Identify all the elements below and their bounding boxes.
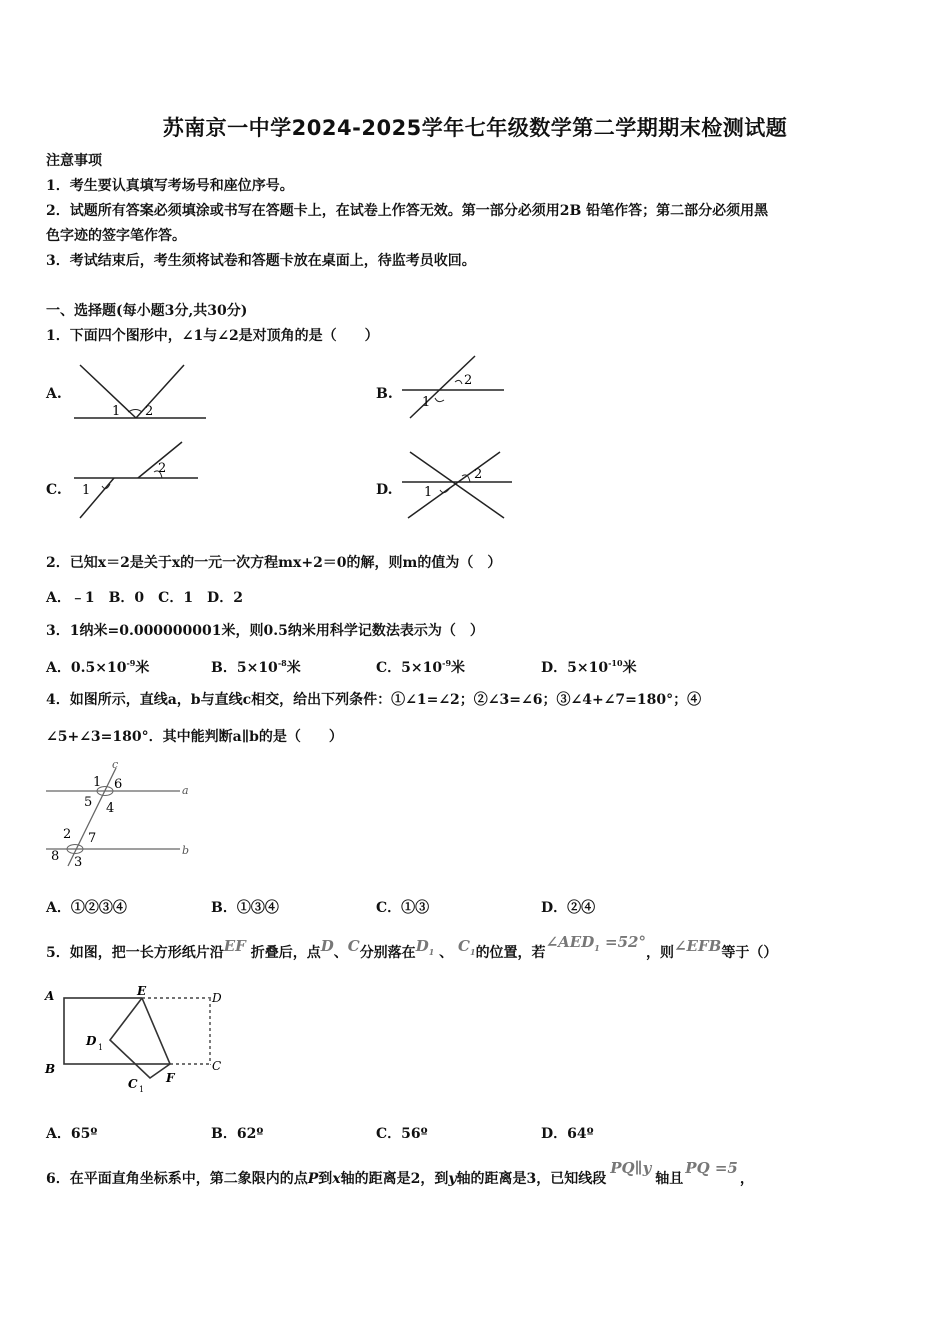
svg-text:1: 1	[424, 485, 433, 500]
svg-text:6: 6	[114, 777, 123, 792]
q3-option-c: C．$5\times 10^{-9}$米	[376, 658, 466, 676]
svg-text:A: A	[45, 989, 55, 1003]
q4-stem-line2: ∠5+∠3=180°．其中能判断a∥b的是（ ）	[46, 729, 343, 745]
svg-text:5: 5	[84, 795, 93, 810]
q2-options: A．﹣1 B．0 C．1 D．2	[46, 590, 243, 606]
q4-option-b: B．①③④	[211, 900, 279, 916]
svg-text:E: E	[137, 984, 147, 998]
svg-text:2: 2	[158, 461, 167, 476]
q1-option-a-label: A.	[46, 386, 62, 402]
svg-text:2: 2	[63, 827, 72, 842]
q5-option-c: C．56º	[376, 1126, 428, 1142]
q5-ef: EF	[223, 937, 246, 955]
notice-heading: 注意事项	[46, 153, 102, 169]
svg-text:1: 1	[139, 1085, 145, 1094]
notice-item-2-cont: 色字迹的签字笔作答。	[46, 228, 186, 244]
q1-figure-a	[70, 355, 210, 425]
section-heading: 一、选择题(每小题3分,共30分)	[46, 303, 248, 319]
svg-text:8: 8	[51, 849, 60, 864]
q3-option-b: B．$5\times 10^{-8}$米	[211, 658, 301, 676]
notice-item-3: 3．考试结束后，考生须将试卷和答题卡放在桌面上，待监考员收回。	[46, 253, 476, 269]
q4-figure	[44, 756, 194, 868]
q1-figure-c	[70, 438, 205, 524]
svg-text:1: 1	[422, 395, 431, 410]
svg-text:2: 2	[474, 467, 483, 482]
svg-text:D: D	[86, 1034, 97, 1048]
svg-text:D: D	[212, 991, 222, 1005]
svg-text:C: C	[212, 1059, 222, 1073]
svg-text:a: a	[182, 784, 189, 797]
page-title: 苏南京一中学2024-2025学年七年级数学第二学期期末检测试题	[162, 116, 788, 140]
svg-text:B: B	[45, 1062, 56, 1076]
q1-option-b-label: B.	[376, 386, 393, 402]
q3-option-d: D．$5\times 10^{-10}$米	[541, 658, 637, 676]
q1a-angle1-label: 1	[112, 404, 121, 419]
q1-option-c-label: C.	[46, 482, 62, 498]
q4-option-a: A．①②③④	[46, 900, 127, 916]
svg-text:1: 1	[93, 775, 102, 790]
q4-stem-line1: 4．如图所示，直线a，b与直线c相交，给出下列条件：①∠1=∠2；②∠3=∠6；③∠4+∠7=180°；④	[46, 692, 702, 708]
svg-text:c: c	[112, 758, 119, 771]
notice-item-1: 1．考生要认真填写考场号和座位序号。	[46, 178, 294, 194]
q1-option-d-label: D.	[376, 482, 393, 498]
svg-text:2: 2	[464, 373, 473, 388]
q5-option-d: D．64º	[541, 1126, 594, 1142]
q1-figure-d	[400, 448, 515, 524]
q1a-angle2-label: 2	[145, 404, 154, 419]
q5-option-a: A．65º	[46, 1126, 98, 1142]
q3-stem: 3．1纳米=0.000000001米，则0.5纳米用科学记数法表示为（ ）	[46, 623, 484, 639]
q2-stem: 2．已知x＝2是关于x的一元一次方程mx+2＝0的解，则m的值为（ ）	[46, 555, 502, 571]
q4-option-d: D．②④	[541, 900, 596, 916]
svg-text:4: 4	[106, 801, 115, 816]
svg-text:7: 7	[88, 831, 97, 846]
svg-text:C: C	[128, 1077, 138, 1091]
svg-text:F: F	[166, 1071, 175, 1085]
q5-figure	[42, 982, 242, 1097]
svg-text:1: 1	[82, 483, 91, 498]
svg-text:1: 1	[98, 1043, 104, 1052]
q4-option-c: C．①③	[376, 900, 430, 916]
q5-stem: 5．如图，把一长方形纸片沿EF 折叠后，点D、C分别落在$D_1$ 、 $C_1$的位置，若$\angle AED_1 =52^\circ$，则∠EFB等于（）	[46, 933, 778, 961]
q5-option-b: B．62º	[211, 1126, 264, 1142]
q6-stem: 6．在平面直角坐标系中，第二象限内的点P到x轴的距离是2，到y轴的距离是3，已知线段PQ∥y轴且PQ =5，	[46, 1159, 754, 1187]
svg-text:3: 3	[74, 855, 83, 868]
q3-option-a: A．$0.5\times 10^{-9}$米	[46, 658, 150, 676]
q1-figure-b	[400, 352, 510, 422]
svg-text:b: b	[182, 844, 190, 857]
q1-stem: 1．下面四个图形中，∠1与∠2是对顶角的是（ ）	[46, 328, 379, 344]
notice-item-2: 2．试题所有答案必须填涂或书写在答题卡上，在试卷上作答无效。第一部分必须用2B 铅笔作答；第二部分必须用黑	[46, 203, 769, 219]
